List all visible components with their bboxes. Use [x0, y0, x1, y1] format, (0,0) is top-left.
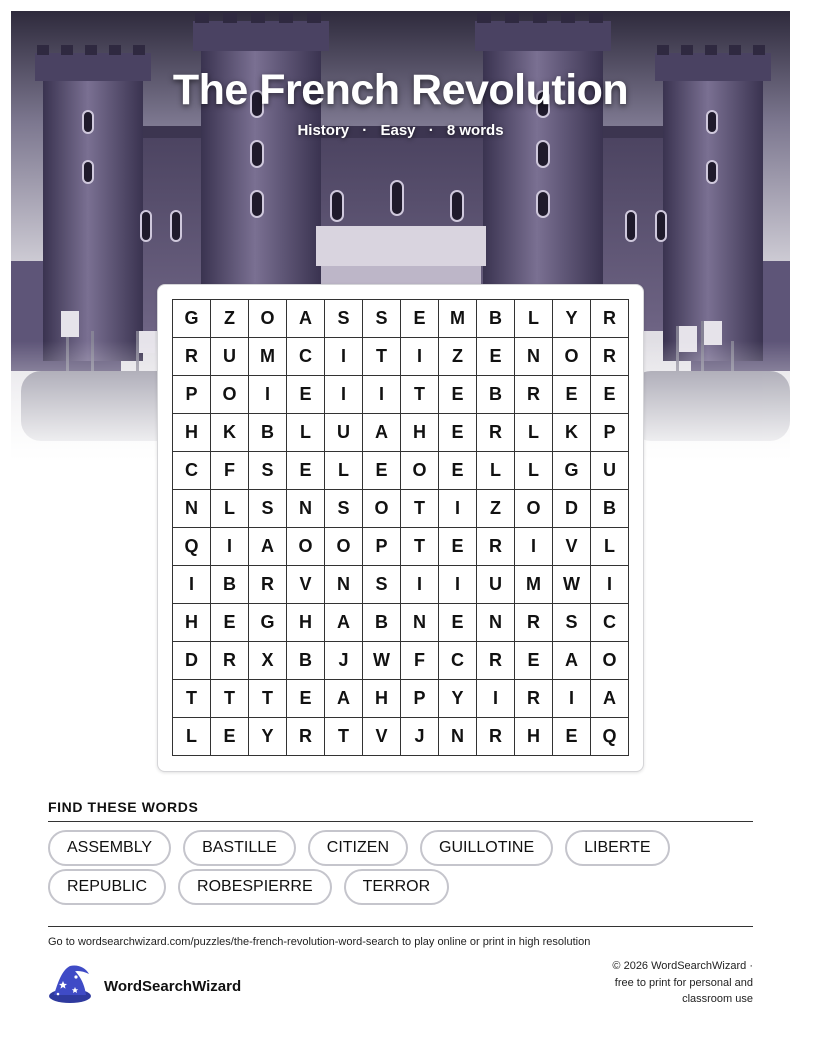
grid-cell[interactable]: A [591, 680, 629, 718]
grid-cell[interactable]: R [477, 642, 515, 680]
grid-cell[interactable]: T [211, 680, 249, 718]
grid-cell[interactable]: I [515, 528, 553, 566]
grid-cell[interactable]: P [401, 680, 439, 718]
grid-cell[interactable]: V [287, 566, 325, 604]
grid-cell[interactable]: R [515, 680, 553, 718]
grid-cell[interactable]: E [287, 680, 325, 718]
copyright-line: classroom use [682, 993, 753, 1005]
grid-cell[interactable]: N [325, 566, 363, 604]
grid-cell[interactable]: M [249, 338, 287, 376]
grid-cell[interactable]: Y [553, 300, 591, 338]
grid-cell[interactable]: L [211, 490, 249, 528]
grid-cell[interactable]: A [249, 528, 287, 566]
grid-cell[interactable]: N [439, 718, 477, 756]
grid-cell[interactable]: I [363, 376, 401, 414]
grid-cell[interactable]: S [325, 490, 363, 528]
grid-cell[interactable]: O [401, 452, 439, 490]
grid-cell[interactable]: O [363, 490, 401, 528]
grid-cell[interactable]: S [249, 452, 287, 490]
grid-cell[interactable]: V [363, 718, 401, 756]
grid-cell[interactable]: Z [477, 490, 515, 528]
grid-cell[interactable]: O [553, 338, 591, 376]
grid-cell[interactable]: H [401, 414, 439, 452]
grid-cell[interactable]: C [173, 452, 211, 490]
grid-cell[interactable]: P [591, 414, 629, 452]
grid-cell[interactable]: I [591, 566, 629, 604]
grid-cell[interactable]: I [325, 376, 363, 414]
grid-cell[interactable]: T [325, 718, 363, 756]
word-chip: CITIZEN [308, 830, 408, 866]
puzzle-title: The French Revolution [172, 66, 629, 114]
grid-cell[interactable]: I [401, 338, 439, 376]
grid-cell[interactable]: E [287, 452, 325, 490]
grid-cell[interactable]: X [249, 642, 287, 680]
grid-cell[interactable]: S [325, 300, 363, 338]
grid-cell[interactable]: H [515, 718, 553, 756]
grid-cell[interactable]: T [401, 490, 439, 528]
grid-cell[interactable]: G [553, 452, 591, 490]
grid-cell[interactable]: I [477, 680, 515, 718]
grid-cell[interactable]: I [401, 566, 439, 604]
grid-cell[interactable]: C [439, 642, 477, 680]
grid-cell[interactable]: H [363, 680, 401, 718]
grid-cell[interactable]: A [287, 300, 325, 338]
grid-cell[interactable]: L [173, 718, 211, 756]
grid-cell[interactable]: A [363, 414, 401, 452]
grid-cell[interactable]: D [173, 642, 211, 680]
grid-cell[interactable]: P [363, 528, 401, 566]
grid-cell[interactable]: Q [591, 718, 629, 756]
grid-cell[interactable]: N [401, 604, 439, 642]
divider [48, 926, 753, 927]
grid-cell[interactable]: F [401, 642, 439, 680]
word-chip: LIBERTE [565, 830, 669, 866]
grid-cell[interactable]: B [477, 300, 515, 338]
grid-cell[interactable]: H [173, 604, 211, 642]
grid-cell[interactable]: B [287, 642, 325, 680]
grid-cell[interactable]: T [401, 528, 439, 566]
grid-cell[interactable]: T [363, 338, 401, 376]
grid-cell[interactable]: M [515, 566, 553, 604]
grid-cell[interactable]: E [439, 376, 477, 414]
puzzle-grid-card [157, 284, 644, 772]
grid-cell[interactable]: R [477, 528, 515, 566]
grid-cell[interactable]: R [477, 718, 515, 756]
grid-cell[interactable]: O [515, 490, 553, 528]
grid-cell[interactable]: S [363, 566, 401, 604]
grid-cell[interactable]: H [287, 604, 325, 642]
grid-cell[interactable]: K [211, 414, 249, 452]
grid-cell[interactable]: T [249, 680, 287, 718]
grid-cell[interactable]: E [477, 338, 515, 376]
grid-cell[interactable]: R [249, 566, 287, 604]
grid-cell[interactable]: M [439, 300, 477, 338]
puzzle-meta [11, 122, 790, 139]
footer-url-text: Go to wordsearchwizard.com/puzzles/the-french-revolution-word-search to play online or print in high resolution [48, 936, 591, 948]
grid-cell[interactable]: D [553, 490, 591, 528]
meta-separator: · [362, 122, 368, 139]
grid-cell[interactable]: Q [173, 528, 211, 566]
grid-cell[interactable]: L [325, 452, 363, 490]
meta-separator: · [428, 122, 434, 139]
grid-cell[interactable]: R [477, 414, 515, 452]
grid-cell[interactable]: W [553, 566, 591, 604]
grid-cell[interactable]: Z [211, 300, 249, 338]
grid-cell[interactable]: L [515, 414, 553, 452]
grid-cell[interactable]: T [173, 680, 211, 718]
word-chip: BASTILLE [183, 830, 296, 866]
grid-cell[interactable]: L [287, 414, 325, 452]
grid-cell[interactable]: E [553, 718, 591, 756]
grid-cell[interactable]: Z [439, 338, 477, 376]
grid-cell[interactable]: N [173, 490, 211, 528]
grid-cell[interactable]: N [515, 338, 553, 376]
grid-cell[interactable]: E [439, 604, 477, 642]
grid-cell[interactable]: A [325, 680, 363, 718]
grid-cell[interactable]: L [515, 452, 553, 490]
grid-cell[interactable]: B [211, 566, 249, 604]
grid-cell[interactable]: R [211, 642, 249, 680]
grid-cell[interactable]: B [591, 490, 629, 528]
difficulty-label: Easy [380, 122, 416, 139]
grid-cell[interactable]: E [439, 414, 477, 452]
grid-cell[interactable]: B [249, 414, 287, 452]
grid-cell[interactable]: E [591, 376, 629, 414]
grid-cell[interactable]: B [363, 604, 401, 642]
grid-cell[interactable]: Y [439, 680, 477, 718]
grid-cell[interactable]: C [287, 338, 325, 376]
grid-cell[interactable]: E [515, 642, 553, 680]
grid-cell[interactable]: I [211, 528, 249, 566]
grid-cell[interactable]: F [211, 452, 249, 490]
grid-cell[interactable]: E [211, 718, 249, 756]
word-chip: REPUBLIC [48, 869, 166, 905]
grid-cell[interactable]: I [439, 566, 477, 604]
wizard-hat-icon [48, 964, 92, 1009]
word-count-label: 8 words [446, 122, 504, 139]
grid-cell[interactable]: N [477, 604, 515, 642]
grid-cell[interactable]: U [591, 452, 629, 490]
word-list [48, 830, 753, 905]
category-label: History [297, 122, 350, 139]
grid-cell[interactable]: W [363, 642, 401, 680]
grid-cell[interactable]: G [249, 604, 287, 642]
grid-cell[interactable]: R [515, 604, 553, 642]
grid-cell[interactable]: U [211, 338, 249, 376]
grid-cell[interactable]: R [515, 376, 553, 414]
grid-cell[interactable]: A [553, 642, 591, 680]
grid-cell[interactable]: E [363, 452, 401, 490]
letter-grid [172, 299, 629, 756]
grid-cell[interactable]: L [515, 300, 553, 338]
grid-cell[interactable]: L [477, 452, 515, 490]
copyright-line: free to print for personal and [614, 976, 753, 989]
grid-cell[interactable]: E [439, 528, 477, 566]
grid-cell[interactable]: S [363, 300, 401, 338]
word-chip: TERROR [344, 869, 450, 905]
grid-cell[interactable]: S [553, 604, 591, 642]
copyright-text [553, 958, 753, 1008]
grid-cell[interactable]: B [477, 376, 515, 414]
grid-cell[interactable]: A [325, 604, 363, 642]
grid-cell[interactable]: R [173, 338, 211, 376]
brand-name: WordSearchWizard [104, 978, 242, 995]
word-chip: ASSEMBLY [48, 830, 171, 866]
word-chip: GUILLOTINE [420, 830, 553, 866]
grid-cell[interactable]: E [401, 300, 439, 338]
grid-cell[interactable]: P [173, 376, 211, 414]
grid-cell[interactable]: I [173, 566, 211, 604]
grid-cell[interactable]: O [591, 642, 629, 680]
word-list-heading: FIND THESE WORDS [48, 799, 199, 815]
copyright-line: © 2026 WordSearchWizard · [612, 960, 753, 972]
grid-cell[interactable]: O [211, 376, 249, 414]
grid-cell[interactable]: I [439, 490, 477, 528]
grid-cell[interactable]: Y [249, 718, 287, 756]
grid-cell[interactable]: V [553, 528, 591, 566]
grid-cell[interactable]: N [287, 490, 325, 528]
grid-cell[interactable]: U [477, 566, 515, 604]
divider [48, 821, 753, 822]
grid-cell[interactable]: E [553, 376, 591, 414]
grid-cell[interactable]: O [249, 300, 287, 338]
grid-cell[interactable]: I [325, 338, 363, 376]
grid-cell[interactable]: I [249, 376, 287, 414]
grid-cell[interactable]: R [287, 718, 325, 756]
grid-cell[interactable]: J [325, 642, 363, 680]
grid-cell[interactable]: S [249, 490, 287, 528]
brand [48, 964, 241, 1009]
grid-cell[interactable]: O [325, 528, 363, 566]
word-chip: ROBESPIERRE [178, 869, 332, 905]
grid-cell[interactable]: R [591, 338, 629, 376]
grid-cell[interactable]: O [287, 528, 325, 566]
grid-cell[interactable]: G [173, 300, 211, 338]
grid-cell[interactable]: I [553, 680, 591, 718]
grid-cell[interactable]: R [591, 300, 629, 338]
grid-cell[interactable]: E [287, 376, 325, 414]
grid-cell[interactable]: E [211, 604, 249, 642]
grid-cell[interactable]: L [591, 528, 629, 566]
grid-cell[interactable]: C [591, 604, 629, 642]
grid-cell[interactable]: K [553, 414, 591, 452]
grid-cell[interactable]: E [439, 452, 477, 490]
grid-cell[interactable]: T [401, 376, 439, 414]
grid-cell[interactable]: U [325, 414, 363, 452]
grid-cell[interactable]: J [401, 718, 439, 756]
grid-cell[interactable]: H [173, 414, 211, 452]
